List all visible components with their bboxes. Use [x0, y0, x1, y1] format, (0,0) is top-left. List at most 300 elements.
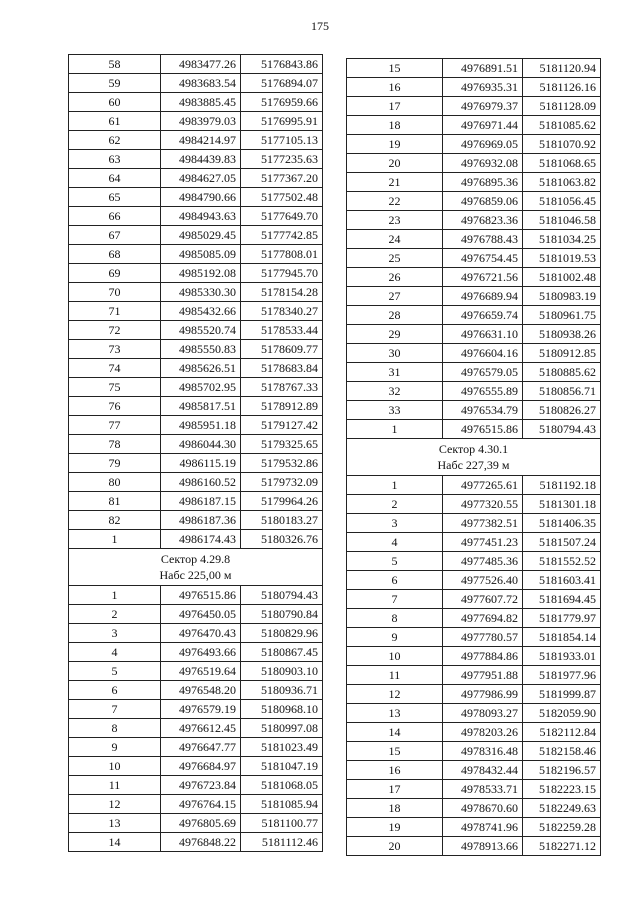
table-row [69, 681, 323, 700]
point-number: 13 [69, 814, 161, 833]
page-number: 175 [311, 19, 329, 33]
y-coordinate: 5181406.35 [523, 514, 601, 533]
x-coordinate: 4985550.83 [161, 340, 241, 359]
sector-height: Набс 225,00 м [159, 568, 232, 582]
point-number: 22 [347, 192, 443, 211]
table-row [347, 533, 601, 552]
table-row [69, 605, 323, 624]
x-coordinate: 4983477.26 [161, 55, 241, 74]
table-row [69, 719, 323, 738]
x-coordinate: 4976689.94 [443, 287, 523, 306]
table-row [69, 833, 323, 852]
y-coordinate: 5180961.75 [523, 306, 601, 325]
y-coordinate: 5180912.85 [523, 344, 601, 363]
x-coordinate: 4976684.97 [161, 757, 241, 776]
table-row [347, 192, 601, 211]
table-row [69, 662, 323, 681]
table-row [69, 511, 323, 530]
point-number: 73 [69, 340, 161, 359]
coordinates-table-right [346, 58, 601, 856]
x-coordinate: 4976647.77 [161, 738, 241, 757]
table-row [347, 173, 601, 192]
y-coordinate: 5179964.26 [241, 492, 323, 511]
y-coordinate: 5181056.45 [523, 192, 601, 211]
table-row [347, 116, 601, 135]
y-coordinate: 5181047.19 [241, 757, 323, 776]
point-number: 1 [347, 420, 443, 439]
point-number: 1 [69, 586, 161, 605]
point-number: 74 [69, 359, 161, 378]
x-coordinate: 4977884.86 [443, 647, 523, 666]
point-number: 9 [69, 738, 161, 757]
table-row [347, 742, 601, 761]
x-coordinate: 4984214.97 [161, 131, 241, 150]
x-coordinate: 4986160.52 [161, 473, 241, 492]
x-coordinate: 4985520.74 [161, 321, 241, 340]
x-coordinate: 4976470.43 [161, 624, 241, 643]
point-number: 32 [347, 382, 443, 401]
point-number: 17 [347, 97, 443, 116]
point-number: 1 [347, 476, 443, 495]
x-coordinate: 4978093.27 [443, 704, 523, 723]
x-coordinate: 4976548.20 [161, 681, 241, 700]
x-coordinate: 4986187.15 [161, 492, 241, 511]
y-coordinate: 5181085.94 [241, 795, 323, 814]
table-row [69, 586, 323, 605]
point-number: 72 [69, 321, 161, 340]
x-coordinate: 4984943.63 [161, 207, 241, 226]
table-row [69, 264, 323, 283]
x-coordinate: 4976604.16 [443, 344, 523, 363]
point-number: 6 [347, 571, 443, 590]
y-coordinate: 5178533.44 [241, 321, 323, 340]
point-number: 29 [347, 325, 443, 344]
x-coordinate: 4983885.45 [161, 93, 241, 112]
table-row [347, 306, 601, 325]
y-coordinate: 5181977.96 [523, 666, 601, 685]
x-coordinate: 4976805.69 [161, 814, 241, 833]
table-row [347, 249, 601, 268]
x-coordinate: 4985432.66 [161, 302, 241, 321]
y-coordinate: 5181046.58 [523, 211, 601, 230]
point-number: 20 [347, 154, 443, 173]
x-coordinate: 4977265.61 [443, 476, 523, 495]
table-row [347, 818, 601, 837]
table-row [69, 378, 323, 397]
point-number: 3 [347, 514, 443, 533]
point-number: 81 [69, 492, 161, 511]
point-number: 4 [347, 533, 443, 552]
x-coordinate: 4986187.36 [161, 511, 241, 530]
point-number: 19 [347, 135, 443, 154]
point-number: 78 [69, 435, 161, 454]
table-row [347, 78, 601, 97]
x-coordinate: 4976859.06 [443, 192, 523, 211]
point-number: 66 [69, 207, 161, 226]
y-coordinate: 5177235.63 [241, 150, 323, 169]
table-row [347, 685, 601, 704]
x-coordinate: 4976979.37 [443, 97, 523, 116]
y-coordinate: 5182112.84 [523, 723, 601, 742]
y-coordinate: 5180983.19 [523, 287, 601, 306]
table-row [347, 609, 601, 628]
x-coordinate: 4976969.05 [443, 135, 523, 154]
point-number: 64 [69, 169, 161, 188]
y-coordinate: 5182271.12 [523, 837, 601, 856]
y-coordinate: 5177945.70 [241, 264, 323, 283]
y-coordinate: 5180885.62 [523, 363, 601, 382]
table-row [69, 340, 323, 359]
table-row [347, 723, 601, 742]
table-row [69, 795, 323, 814]
y-coordinate: 5181552.52 [523, 552, 601, 571]
y-coordinate: 5181034.25 [523, 230, 601, 249]
x-coordinate: 4976848.22 [161, 833, 241, 852]
point-number: 75 [69, 378, 161, 397]
point-number: 71 [69, 302, 161, 321]
y-coordinate: 5181068.05 [241, 776, 323, 795]
x-coordinate: 4977780.57 [443, 628, 523, 647]
table-row [347, 135, 601, 154]
table-row [69, 207, 323, 226]
table-row [347, 382, 601, 401]
table-row [69, 359, 323, 378]
table-row [69, 93, 323, 112]
point-number: 5 [347, 552, 443, 571]
table-row [69, 776, 323, 795]
x-coordinate: 4976515.86 [443, 420, 523, 439]
point-number: 70 [69, 283, 161, 302]
x-coordinate: 4985951.18 [161, 416, 241, 435]
sector-header-row [69, 549, 323, 586]
point-number: 60 [69, 93, 161, 112]
x-coordinate: 4976631.10 [443, 325, 523, 344]
y-coordinate: 5182158.46 [523, 742, 601, 761]
point-number: 2 [69, 605, 161, 624]
x-coordinate: 4976935.31 [443, 78, 523, 97]
table-row [347, 59, 601, 78]
table-row [69, 757, 323, 776]
y-coordinate: 5180829.96 [241, 624, 323, 643]
table-row [69, 435, 323, 454]
y-coordinate: 5181128.09 [523, 97, 601, 116]
x-coordinate: 4976788.43 [443, 230, 523, 249]
point-number: 25 [347, 249, 443, 268]
y-coordinate: 5181112.46 [241, 833, 323, 852]
x-coordinate: 4976891.51 [443, 59, 523, 78]
point-number: 65 [69, 188, 161, 207]
y-coordinate: 5181126.16 [523, 78, 601, 97]
y-coordinate: 5179532.86 [241, 454, 323, 473]
y-coordinate: 5181694.45 [523, 590, 601, 609]
table-row [347, 344, 601, 363]
table-row [69, 397, 323, 416]
table-row [347, 780, 601, 799]
table-row [347, 704, 601, 723]
table-row [347, 287, 601, 306]
y-coordinate: 5181063.82 [523, 173, 601, 192]
y-coordinate: 5181779.97 [523, 609, 601, 628]
table-row [347, 666, 601, 685]
y-coordinate: 5180968.10 [241, 700, 323, 719]
table-row [347, 647, 601, 666]
y-coordinate: 5178767.33 [241, 378, 323, 397]
y-coordinate: 5176995.91 [241, 112, 323, 131]
x-coordinate: 4985330.30 [161, 283, 241, 302]
table-row [347, 514, 601, 533]
table-row [347, 154, 601, 173]
point-number: 33 [347, 401, 443, 420]
y-coordinate: 5177808.01 [241, 245, 323, 264]
y-coordinate: 5178609.77 [241, 340, 323, 359]
y-coordinate: 5181100.77 [241, 814, 323, 833]
x-coordinate: 4986174.43 [161, 530, 241, 549]
x-coordinate: 4978316.48 [443, 742, 523, 761]
table-row [69, 283, 323, 302]
point-number: 14 [347, 723, 443, 742]
point-number: 17 [347, 780, 443, 799]
x-coordinate: 4976450.05 [161, 605, 241, 624]
x-coordinate: 4976579.05 [443, 363, 523, 382]
y-coordinate: 5177367.20 [241, 169, 323, 188]
point-number: 18 [347, 116, 443, 135]
x-coordinate: 4976723.84 [161, 776, 241, 795]
table-row [69, 624, 323, 643]
x-coordinate: 4976764.15 [161, 795, 241, 814]
y-coordinate: 5182259.28 [523, 818, 601, 837]
table-row [347, 363, 601, 382]
x-coordinate: 4983683.54 [161, 74, 241, 93]
table-row [69, 473, 323, 492]
x-coordinate: 4978203.26 [443, 723, 523, 742]
y-coordinate: 5181068.65 [523, 154, 601, 173]
y-coordinate: 5177649.70 [241, 207, 323, 226]
x-coordinate: 4978913.66 [443, 837, 523, 856]
x-coordinate: 4976823.36 [443, 211, 523, 230]
sector-header [347, 439, 601, 476]
table-row [347, 97, 601, 116]
table-row [69, 814, 323, 833]
x-coordinate: 4976754.45 [443, 249, 523, 268]
point-number: 10 [69, 757, 161, 776]
x-coordinate: 4985029.45 [161, 226, 241, 245]
point-number: 69 [69, 264, 161, 283]
table-row [69, 302, 323, 321]
point-number: 2 [347, 495, 443, 514]
point-number: 28 [347, 306, 443, 325]
x-coordinate: 4976515.86 [161, 586, 241, 605]
point-number: 68 [69, 245, 161, 264]
y-coordinate: 5181070.92 [523, 135, 601, 154]
y-coordinate: 5177502.48 [241, 188, 323, 207]
table-row [347, 571, 601, 590]
y-coordinate: 5182059.90 [523, 704, 601, 723]
x-coordinate: 4977607.72 [443, 590, 523, 609]
point-number: 62 [69, 131, 161, 150]
y-coordinate: 5178154.28 [241, 283, 323, 302]
table-row [69, 74, 323, 93]
y-coordinate: 5180867.45 [241, 643, 323, 662]
x-coordinate: 4978533.71 [443, 780, 523, 799]
x-coordinate: 4976579.19 [161, 700, 241, 719]
point-number: 8 [69, 719, 161, 738]
table-row [69, 245, 323, 264]
y-coordinate: 5181603.41 [523, 571, 601, 590]
point-number: 21 [347, 173, 443, 192]
y-coordinate: 5180183.27 [241, 511, 323, 530]
y-coordinate: 5180936.71 [241, 681, 323, 700]
table-row [347, 837, 601, 856]
point-number: 24 [347, 230, 443, 249]
x-coordinate: 4986115.19 [161, 454, 241, 473]
y-coordinate: 5179127.42 [241, 416, 323, 435]
point-number: 10 [347, 647, 443, 666]
point-number: 15 [347, 742, 443, 761]
y-coordinate: 5181019.53 [523, 249, 601, 268]
point-number: 1 [69, 530, 161, 549]
point-number: 79 [69, 454, 161, 473]
x-coordinate: 4984439.83 [161, 150, 241, 169]
y-coordinate: 5180903.10 [241, 662, 323, 681]
table-row [69, 226, 323, 245]
x-coordinate: 4976971.44 [443, 116, 523, 135]
y-coordinate: 5181507.24 [523, 533, 601, 552]
y-coordinate: 5182223.15 [523, 780, 601, 799]
table-row [69, 131, 323, 150]
table-row [69, 112, 323, 131]
point-number: 7 [347, 590, 443, 609]
point-number: 18 [347, 799, 443, 818]
y-coordinate: 5180790.84 [241, 605, 323, 624]
point-number: 27 [347, 287, 443, 306]
y-coordinate: 5180938.26 [523, 325, 601, 344]
point-number: 19 [347, 818, 443, 837]
x-coordinate: 4977382.51 [443, 514, 523, 533]
sector-name: Сектор 4.30.1 [438, 442, 509, 456]
y-coordinate: 5181120.94 [523, 59, 601, 78]
point-number: 6 [69, 681, 161, 700]
table-row [69, 321, 323, 340]
y-coordinate: 5180326.76 [241, 530, 323, 549]
y-coordinate: 5181854.14 [523, 628, 601, 647]
x-coordinate: 4976519.64 [161, 662, 241, 681]
table-row [347, 799, 601, 818]
y-coordinate: 5179325.65 [241, 435, 323, 454]
point-number: 5 [69, 662, 161, 681]
y-coordinate: 5178340.27 [241, 302, 323, 321]
point-number: 9 [347, 628, 443, 647]
y-coordinate: 5177105.13 [241, 131, 323, 150]
sector-height: Набс 227,39 м [437, 458, 510, 472]
sector-header [69, 549, 323, 586]
point-number: 23 [347, 211, 443, 230]
point-number: 82 [69, 511, 161, 530]
point-number: 61 [69, 112, 161, 131]
x-coordinate: 4983979.03 [161, 112, 241, 131]
y-coordinate: 5177742.85 [241, 226, 323, 245]
x-coordinate: 4985702.95 [161, 378, 241, 397]
x-coordinate: 4978670.60 [443, 799, 523, 818]
point-number: 59 [69, 74, 161, 93]
table-row [347, 268, 601, 287]
y-coordinate: 5176843.86 [241, 55, 323, 74]
table-row [347, 628, 601, 647]
point-number: 14 [69, 833, 161, 852]
x-coordinate: 4976555.89 [443, 382, 523, 401]
y-coordinate: 5176959.66 [241, 93, 323, 112]
y-coordinate: 5181301.18 [523, 495, 601, 514]
point-number: 3 [69, 624, 161, 643]
point-number: 58 [69, 55, 161, 74]
sector-name: Сектор 4.29.8 [160, 552, 231, 566]
y-coordinate: 5181999.87 [523, 685, 601, 704]
x-coordinate: 4977485.36 [443, 552, 523, 571]
x-coordinate: 4985085.09 [161, 245, 241, 264]
point-number: 4 [69, 643, 161, 662]
table-row [347, 552, 601, 571]
y-coordinate: 5178683.84 [241, 359, 323, 378]
point-number: 16 [347, 78, 443, 97]
table-row [347, 420, 601, 439]
point-number: 12 [69, 795, 161, 814]
table-row [69, 169, 323, 188]
table-row [69, 530, 323, 549]
point-number: 76 [69, 397, 161, 416]
table-row [347, 476, 601, 495]
x-coordinate: 4985817.51 [161, 397, 241, 416]
table-row [69, 700, 323, 719]
point-number: 8 [347, 609, 443, 628]
point-number: 13 [347, 704, 443, 723]
point-number: 12 [347, 685, 443, 704]
point-number: 16 [347, 761, 443, 780]
point-number: 77 [69, 416, 161, 435]
x-coordinate: 4976932.08 [443, 154, 523, 173]
table-row [69, 492, 323, 511]
x-coordinate: 4976721.56 [443, 268, 523, 287]
table-row [69, 454, 323, 473]
y-coordinate: 5178912.89 [241, 397, 323, 416]
x-coordinate: 4977694.82 [443, 609, 523, 628]
point-number: 15 [347, 59, 443, 78]
point-number: 30 [347, 344, 443, 363]
x-coordinate: 4977320.55 [443, 495, 523, 514]
y-coordinate: 5181023.49 [241, 738, 323, 757]
table-row [347, 761, 601, 780]
y-coordinate: 5176894.07 [241, 74, 323, 93]
y-coordinate: 5181192.18 [523, 476, 601, 495]
x-coordinate: 4976534.79 [443, 401, 523, 420]
point-number: 20 [347, 837, 443, 856]
x-coordinate: 4978741.96 [443, 818, 523, 837]
point-number: 11 [69, 776, 161, 795]
table-row [347, 401, 601, 420]
y-coordinate: 5182249.63 [523, 799, 601, 818]
y-coordinate: 5179732.09 [241, 473, 323, 492]
x-coordinate: 4984627.05 [161, 169, 241, 188]
x-coordinate: 4976659.74 [443, 306, 523, 325]
x-coordinate: 4976612.45 [161, 719, 241, 738]
sector-header-row [347, 439, 601, 476]
y-coordinate: 5180856.71 [523, 382, 601, 401]
x-coordinate: 4984790.66 [161, 188, 241, 207]
table-row [347, 325, 601, 344]
table-row [69, 150, 323, 169]
table-row [69, 416, 323, 435]
point-number: 11 [347, 666, 443, 685]
x-coordinate: 4976895.36 [443, 173, 523, 192]
x-coordinate: 4977451.23 [443, 533, 523, 552]
